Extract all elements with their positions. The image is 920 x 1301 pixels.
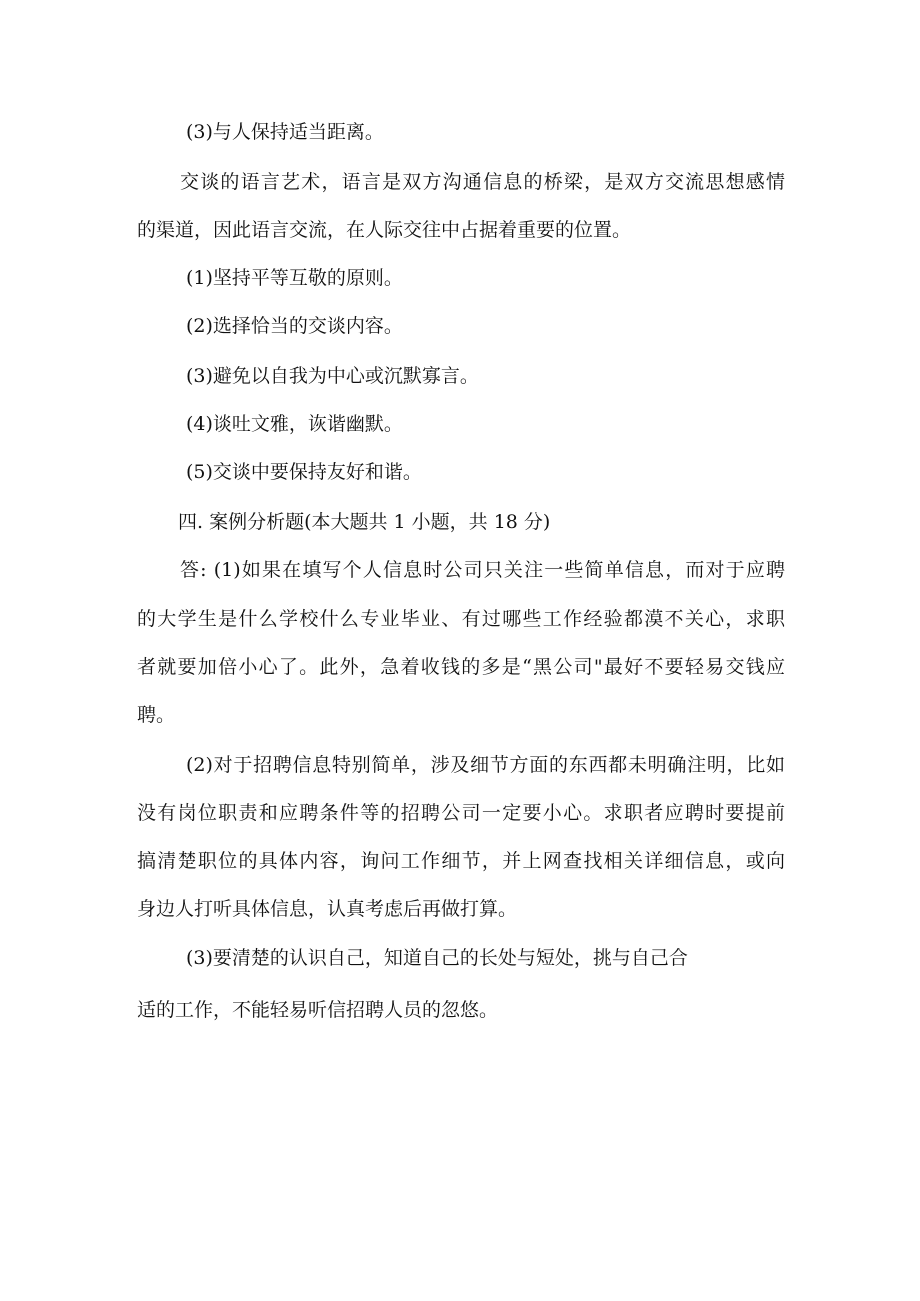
- text-line: (5)交谈中要保持友好和谐。: [186, 461, 422, 483]
- text-line: 交谈的语言艺术，语言是双方沟通信息的桥梁，是双方交流思想感情: [180, 171, 785, 193]
- text-line: 的渠道，因此语言交流，在人际交往中占据着重要的位置。: [137, 219, 632, 241]
- text-line: 没有岗位职责和应聘条件等的招聘公司一定要小心。求职者应聘时要提前: [137, 802, 785, 824]
- text-line: (3)要清楚的认识自己，知道自己的长处与短处，挑与自己合: [186, 947, 688, 969]
- text-line: 身边人打听具体信息，认真考虑后再做打算。: [137, 898, 518, 920]
- text-line: (4)谈吐文雅，诙谐幽默。: [186, 413, 403, 435]
- text-line: (3)避免以自我为中心或沉默寡言。: [186, 365, 479, 387]
- text-line: (3)与人保持适当距离。: [186, 121, 384, 143]
- section-heading: 四. 案例分析题(本大题共 1 小题，共 18 分): [178, 511, 551, 533]
- text-line: 适的工作，不能轻易听信招聘人员的忽悠。: [137, 999, 499, 1021]
- text-line: 搞清楚职位的具体内容，询问工作细节，并上网查找相关详细信息，或向: [137, 850, 785, 872]
- text-line: (2)对于招聘信息特别简单，涉及细节方面的东西都未明确注明，比如: [186, 754, 785, 776]
- text-line: (1)坚持平等互敬的原则。: [186, 267, 403, 289]
- text-line: 者就要加倍小心了。此外，急着收钱的多是“黑公司"最好不要轻易交钱应: [137, 656, 785, 678]
- text-line: 答: (1)如果在填写个人信息时公司只关注一些简单信息，而对于应聘: [180, 559, 785, 581]
- text-line: (2)选择恰当的交谈内容。: [186, 315, 403, 337]
- text-line: 聘。: [137, 704, 176, 726]
- text-line: 的大学生是什么学校什么专业毕业、有过哪些工作经验都漠不关心，求职: [137, 608, 785, 630]
